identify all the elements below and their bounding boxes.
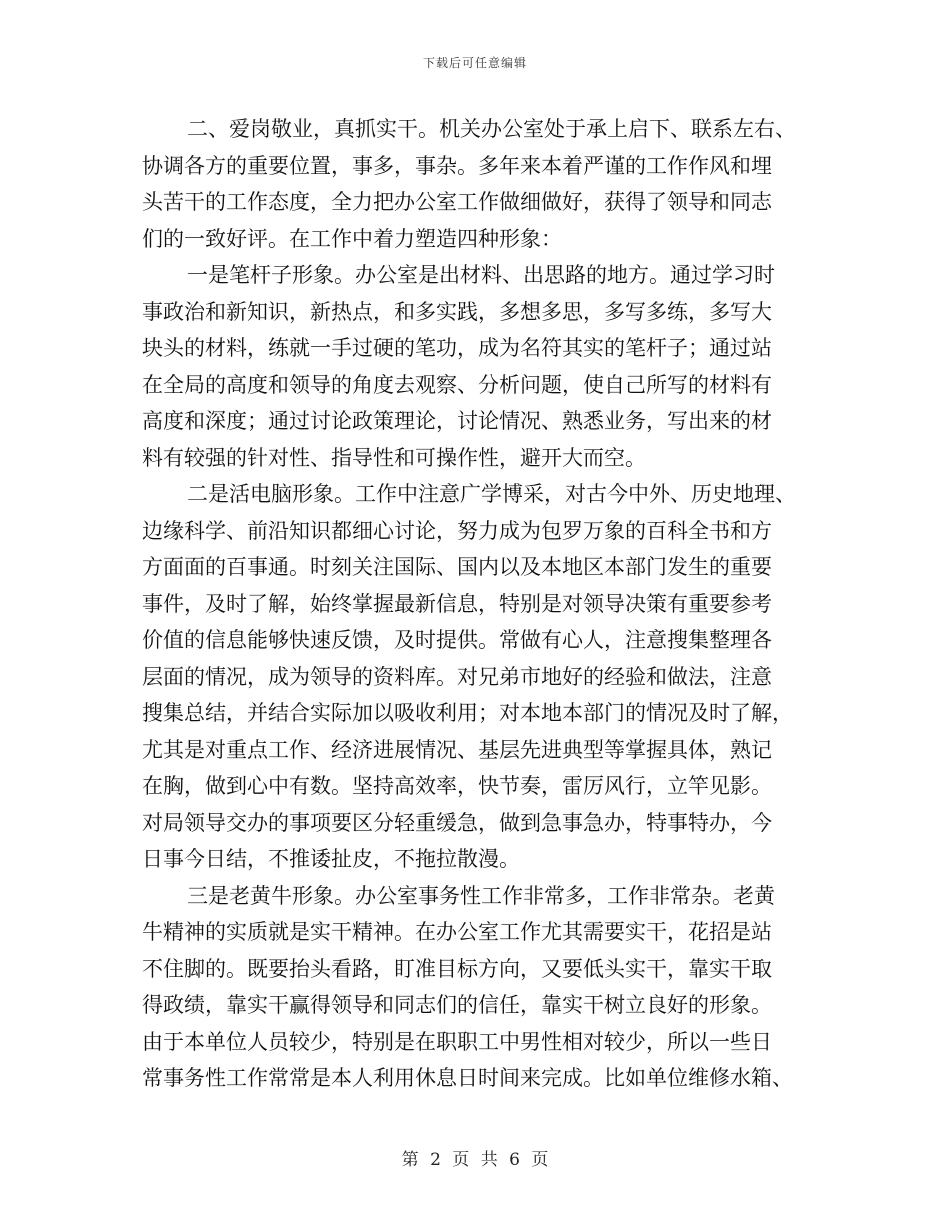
text-line: 事件，及时了解，始终掌握最新信息，特别是对领导决策有重要参考 — [142, 591, 772, 616]
text-line: 尤其是对重点工作、经济进展情况、基层先进典型等掌握具体，熟记 — [142, 737, 772, 762]
text-line: 由于本单位人员较少，特别是在职职工中男性相对较少，所以一些日 — [142, 1029, 772, 1054]
paragraph-first-line: 三是老黄牛形象。办公室事务性工作非常多，工作非常杂。老黄 — [187, 883, 775, 908]
text-line: 们的一致好评。在工作中着力塑造四种形象： — [142, 226, 562, 251]
page-footer — [0, 1145, 950, 1170]
text-line: 日事今日结，不推诿扯皮，不拖拉散漫。 — [142, 847, 520, 871]
text-line: 块头的材料，练就一手过硬的笔功，成为名符其实的笔杆子；通过站 — [142, 336, 772, 360]
text-line: 价值的信息能够快速反馈，及时提供。常做有心人，注意搜集整理各 — [142, 628, 772, 652]
text-line: 不住脚的。既要抬头看路，盯准目标方向，又要低头实干，靠实干取 — [142, 956, 772, 981]
text-line: 事政治和新知识，新热点，和多实践，多想多思，多写多练，多写大 — [142, 299, 772, 324]
text-line: 牛精神的实质就是实干精神。在办公室工作尤其需要实干，花招是站 — [142, 920, 772, 944]
text-line: 对局领导交办的事项要区分轻重缓急，做到急事急办，特事特办，今 — [142, 810, 772, 835]
text-line: 搜集总结，并结合实际加以吸收利用；对本地本部门的情况及时了解， — [142, 701, 793, 725]
text-line: 层面的情况，成为领导的资料库。对兄弟市地好的经验和做法，注意 — [142, 664, 772, 689]
paragraph-first-line: 二、爱岗敬业，真抓实干。机关办公室处于承上启下、联系左右、 — [187, 117, 796, 141]
footer-total-label: 页 — [531, 1150, 549, 1170]
current-page-number: 2 — [430, 1150, 441, 1170]
footer-page-label: 页 — [452, 1150, 470, 1170]
footer-total-prefix: 共 — [480, 1150, 498, 1170]
paragraph-first-line: 二是活电脑形象。工作中注意广学博采，对古今中外、历史地理、 — [187, 482, 796, 506]
document-body — [142, 111, 812, 1097]
footer-prefix: 第 — [401, 1150, 419, 1170]
text-line: 高度和深度；通过讨论政策理论，讨论情况、熟悉业务，写出来的材 — [142, 409, 772, 433]
text-line: 在全局的高度和领导的角度去观察、分析问题，使自己所写的材料有 — [142, 372, 772, 397]
text-line: 头苦干的工作态度，全力把办公室工作做细做好，获得了领导和同志 — [142, 190, 772, 214]
text-line: 常事务性工作常常是本人利用休息日时间来完成。比如单位维修水箱、 — [142, 1066, 793, 1090]
text-line: 在胸，做到心中有数。坚持高效率，快节奏，雷厉风行，立竿见影。 — [142, 774, 772, 798]
page-header: 下载后可任意编辑 — [422, 56, 527, 70]
text-line: 得政绩，靠实干赢得领导和同志们的信任，靠实干树立良好的形象。 — [142, 993, 772, 1017]
text-line: 边缘科学、前沿知识都细心讨论，努力成为包罗万象的百科全书和方 — [142, 518, 772, 543]
text-line: 料有较强的针对性、指导性和可操作性，避开大而空。 — [142, 445, 646, 470]
paragraph-first-line: 一是笔杆子形象。办公室是出材料、出思路的地方。通过学习时 — [187, 263, 775, 287]
text-line: 方面面的百事通。时刻关注国际、国内以及本地区本部门发生的重要 — [142, 555, 772, 579]
text-line: 协调各方的重要位置，事多，事杂。多年来本着严谨的工作作风和埋 — [142, 153, 772, 178]
total-pages-number: 6 — [509, 1150, 520, 1170]
